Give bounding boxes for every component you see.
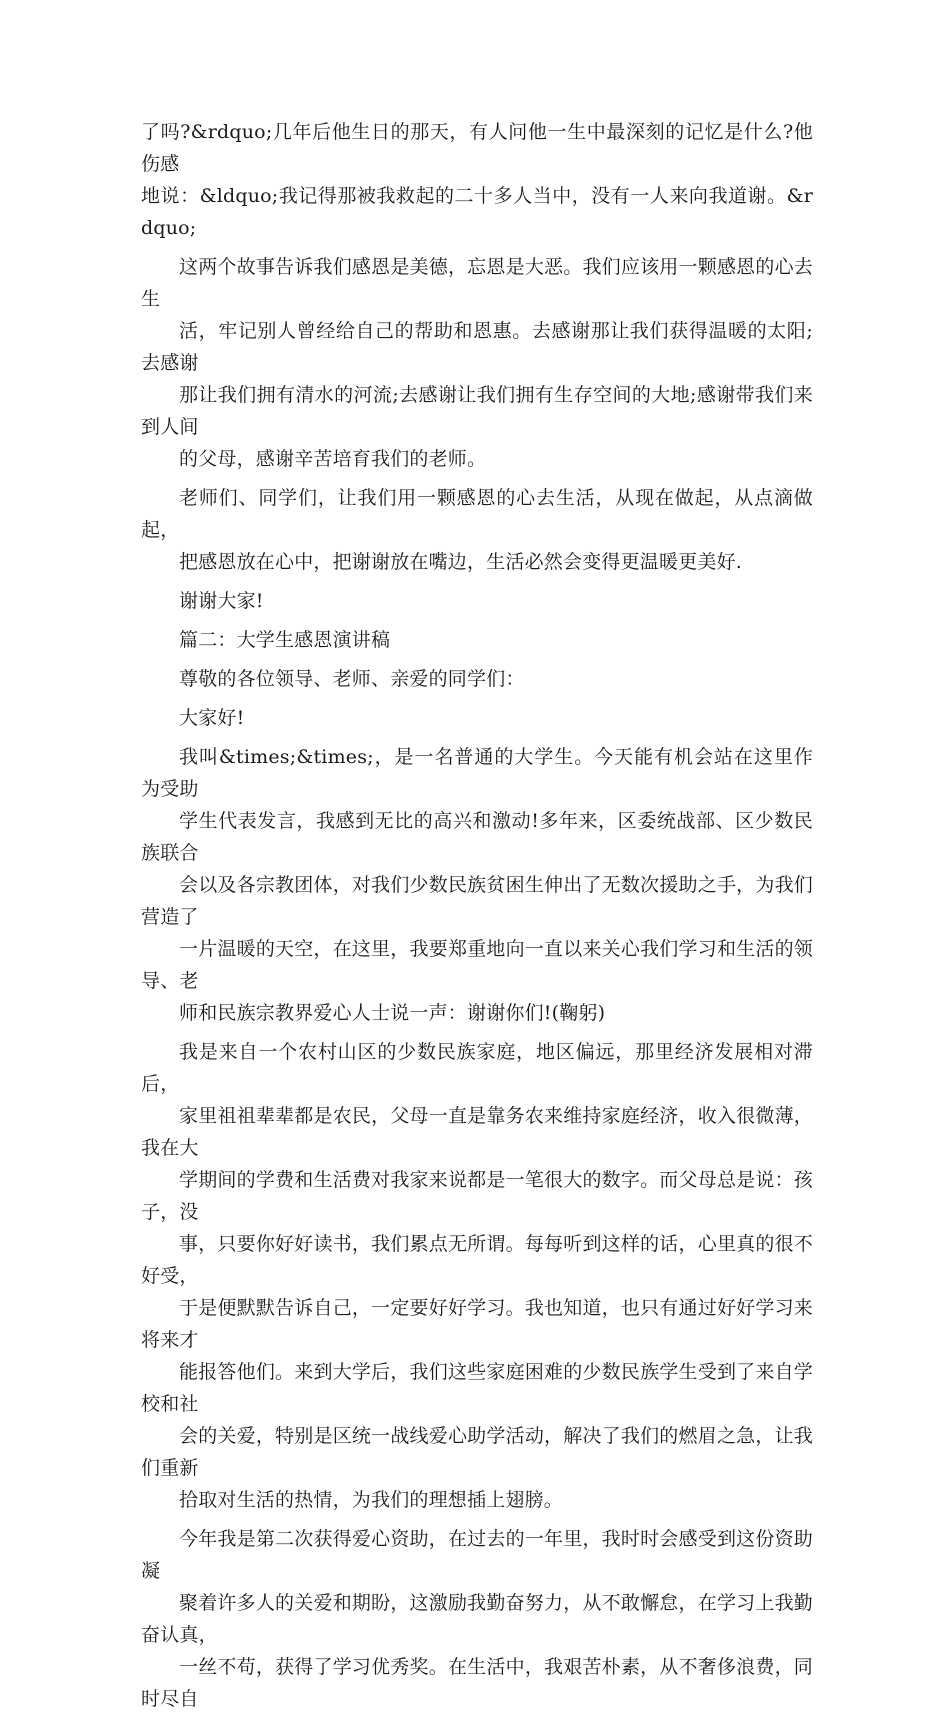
paragraph-3: [141, 482, 813, 578]
text-line: 学生代表发言，我感到无比的高兴和激动!多年来，区委统战部、区少数民族联合: [141, 810, 813, 864]
text-line: 大家好!: [179, 707, 245, 729]
paragraph-intro: [141, 741, 813, 1029]
text-line: 家里祖祖辈辈都是农民，父母一直是靠务农来维持家庭经济，收入很微薄，我在大: [141, 1105, 813, 1159]
text-line: 老师们、同学们，让我们用一颗感恩的心去生活，从现在做起，从点滴做起，: [141, 487, 813, 541]
text-line: 师和民族宗教界爱心人士说一声：谢谢你们!(鞠躬): [179, 1002, 606, 1024]
paragraph-2: [141, 251, 813, 475]
text-line: 我叫&times;&times;，是一名普通的大学生。今天能有机会站在这里作为受助: [141, 746, 813, 800]
text-line: 这两个故事告诉我们感恩是美德，忘恩是大恶。我们应该用一颗感恩的心去生: [141, 256, 813, 310]
text-line: 事，只要你好好读书，我们累点无所谓。每每听到这样的话，心里真的很不好受，: [141, 1233, 813, 1287]
greeting: [141, 702, 813, 734]
text-line: 篇二：大学生感恩演讲稿: [179, 629, 391, 651]
text-line: 一片温暖的天空，在这里，我要郑重地向一直以来关心我们学习和生活的领导、老: [141, 938, 813, 992]
text-line: 拾取对生活的热情，为我们的理想插上翅膀。: [179, 1489, 564, 1511]
text-line: 谢谢大家!: [179, 590, 264, 612]
document-body: [141, 116, 813, 1722]
paragraph-1: [141, 116, 813, 244]
text-line: 那让我们拥有清水的河流;去感谢让我们拥有生存空间的大地;感谢带我们来到人间: [141, 384, 813, 438]
text-line: 了吗?&rdquo;几年后他生日的那天，有人问他一生中最深刻的记忆是什么?他伤感: [141, 121, 813, 175]
text-line: 能报答他们。来到大学后，我们这些家庭困难的少数民族学生受到了来自学校和社: [141, 1361, 813, 1415]
text-line: 把感恩放在心中，把谢谢放在嘴边，生活必然会变得更温暖更美好.: [179, 551, 743, 573]
text-line: 会的关爱，特别是区统一战线爱心助学活动，解决了我们的燃眉之急，让我们重新: [141, 1425, 813, 1479]
text-line: 学期间的学费和生活费对我家来说都是一笔很大的数字。而父母总是说：孩子，没: [141, 1169, 813, 1223]
text-line: 一丝不苟，获得了学习优秀奖。在生活中，我艰苦朴素，从不奢侈浪费，同时尽自: [141, 1656, 813, 1710]
text-line: 聚着许多人的关爱和期盼，这激励我勤奋努力，从不敢懈怠，在学习上我勤奋认真，: [141, 1592, 813, 1646]
text-line: 活，牢记别人曾经给自己的帮助和恩惠。去感谢那让我们获得温暖的太阳;去感谢: [141, 320, 813, 374]
text-line: 地说：&ldquo;我记得那被我救起的二十多人当中，没有一人来向我道谢。&rdquo;: [141, 185, 813, 239]
paragraph-this-year: [141, 1523, 813, 1715]
paragraph-background: [141, 1036, 813, 1516]
text-line: 会以及各宗教团体，对我们少数民族贫困生伸出了无数次援助之手，为我们营造了: [141, 874, 813, 928]
text-line: 的父母，感谢辛苦培育我们的老师。: [179, 448, 487, 470]
text-line: 今年我是第二次获得爱心资助，在过去的一年里，我时时会感受到这份资助凝: [141, 1528, 813, 1582]
salutation: [141, 663, 813, 695]
thanks-line: [141, 585, 813, 617]
section-heading: [141, 624, 813, 656]
text-line: 尊敬的各位领导、老师、亲爱的同学们：: [179, 668, 525, 690]
text-line: 我是来自一个农村山区的少数民族家庭，地区偏远，那里经济发展相对滞后，: [141, 1041, 813, 1095]
text-line: 于是便默默告诉自己，一定要好好学习。我也知道，也只有通过好好学习来将来才: [141, 1297, 813, 1351]
